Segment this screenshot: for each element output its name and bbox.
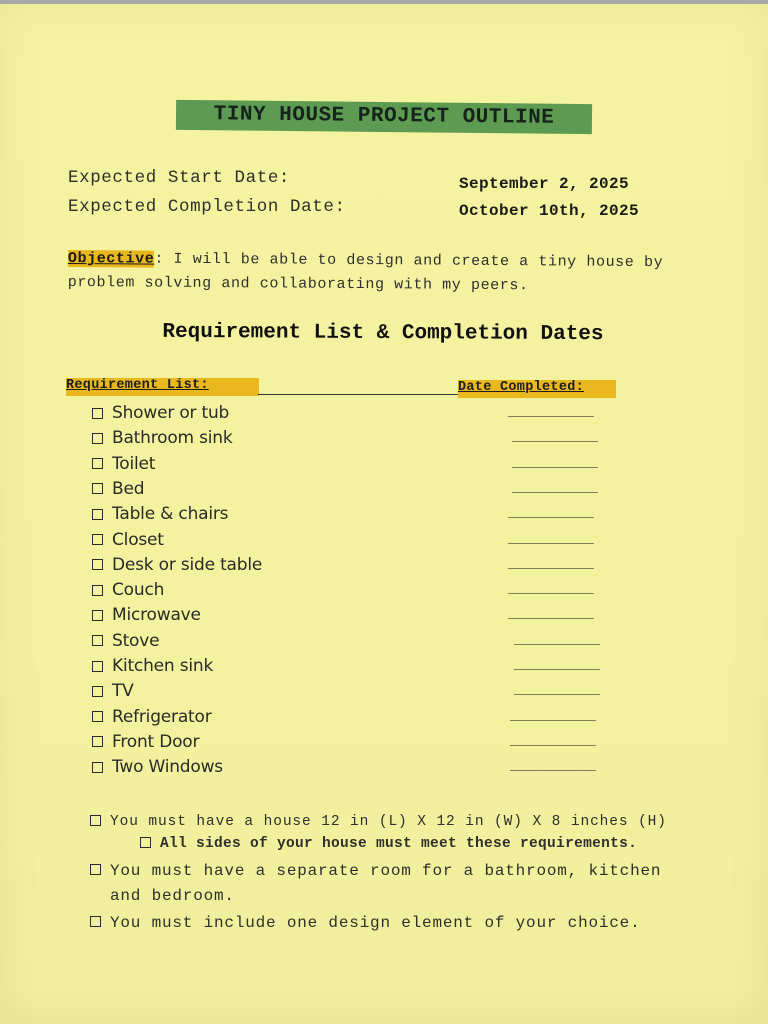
objective-label: Objective bbox=[67, 249, 155, 268]
checkbox[interactable] bbox=[92, 458, 103, 469]
checkbox[interactable] bbox=[92, 762, 103, 773]
checkbox[interactable] bbox=[92, 433, 103, 444]
requirement-item bbox=[92, 453, 155, 475]
date-completed-blank[interactable]: ___________ bbox=[508, 404, 594, 419]
requirement-item bbox=[92, 706, 212, 728]
date-completed-blank[interactable]: ___________ bbox=[512, 454, 598, 470]
checkbox[interactable] bbox=[92, 711, 103, 722]
requirement-list-header: Requirement List: bbox=[66, 378, 259, 396]
checkbox[interactable] bbox=[92, 483, 103, 494]
requirement-item bbox=[92, 529, 164, 551]
requirement-item bbox=[92, 402, 229, 424]
date-completed-blank[interactable]: ___________ bbox=[508, 606, 594, 622]
checkbox[interactable] bbox=[92, 736, 103, 747]
requirement-separate-room: You must have a separate room for a bathroom, kitchen and bedroom. bbox=[90, 859, 690, 909]
completion-date-value: October 10th, 2025 bbox=[459, 202, 640, 220]
checkbox[interactable] bbox=[90, 815, 101, 826]
checkbox[interactable] bbox=[92, 610, 103, 621]
requirement-design-element: You must include one design element of your choice. bbox=[90, 911, 640, 936]
requirement-item bbox=[92, 554, 262, 576]
worksheet-page bbox=[0, 4, 768, 1024]
requirement-label: Closet bbox=[112, 529, 164, 550]
date-completed-blank[interactable]: ___________ bbox=[508, 555, 594, 571]
requirement-label: Bathroom sink bbox=[112, 428, 233, 449]
section-heading: Requirement List & Completion Dates bbox=[162, 320, 604, 347]
checkbox[interactable] bbox=[92, 585, 103, 596]
checkbox[interactable] bbox=[92, 661, 103, 672]
requirement-item bbox=[92, 604, 201, 626]
page-title: TINY HOUSE PROJECT OUTLINE bbox=[176, 100, 592, 134]
date-completed-blank[interactable]: ___________ bbox=[512, 429, 598, 445]
checkbox[interactable] bbox=[92, 686, 103, 697]
date-completed-blank[interactable]: ___________ bbox=[510, 732, 596, 748]
requirement-label: Bed bbox=[112, 478, 145, 499]
requirement-label: Microwave bbox=[112, 605, 201, 626]
checkbox[interactable] bbox=[92, 635, 103, 646]
requirement-item bbox=[92, 756, 223, 778]
requirement-item bbox=[92, 630, 159, 652]
requirement-item bbox=[92, 427, 233, 449]
date-completed-blank[interactable]: ___________ bbox=[508, 505, 594, 521]
objective-paragraph bbox=[68, 247, 688, 299]
date-completed-blank[interactable]: ___________ bbox=[508, 530, 594, 546]
checkbox[interactable] bbox=[92, 559, 103, 570]
checkbox[interactable] bbox=[90, 864, 101, 875]
requirement-item bbox=[92, 655, 213, 677]
header-underline bbox=[258, 394, 458, 395]
date-completed-blank[interactable]: ___________ bbox=[514, 682, 600, 698]
requirement-item bbox=[92, 478, 144, 500]
start-date-value: September 2, 2025 bbox=[459, 175, 630, 193]
requirement-label: Two Windows bbox=[112, 757, 223, 778]
date-completed-blank[interactable]: ___________ bbox=[508, 581, 594, 597]
requirement-all-sides: All sides of your house must meet these requirements. bbox=[140, 832, 637, 857]
requirement-item bbox=[92, 503, 228, 525]
requirement-dimensions: You must have a house 12 in (L) X 12 in (W) X 8 inches (H) bbox=[90, 810, 667, 835]
objective-text: : I will be able to design and create a tiny house by problem solving and collaborating with my peers. bbox=[67, 250, 664, 295]
requirement-label: Stove bbox=[112, 630, 160, 651]
date-completed-blank[interactable]: ___________ bbox=[512, 479, 598, 495]
date-completed-header: Date Completed: bbox=[458, 380, 616, 398]
requirement-label: Couch bbox=[112, 580, 165, 601]
requirement-item bbox=[92, 680, 134, 702]
requirement-label: Desk or side table bbox=[112, 554, 263, 575]
date-completed-blank[interactable]: ___________ bbox=[510, 758, 596, 774]
date-completed-blank[interactable]: ___________ bbox=[514, 657, 600, 672]
checkbox[interactable] bbox=[92, 509, 103, 520]
checkbox[interactable] bbox=[92, 534, 103, 545]
requirement-label: Kitchen sink bbox=[112, 656, 214, 676]
requirement-label: Shower or tub bbox=[112, 403, 230, 423]
date-completed-blank[interactable]: ___________ bbox=[514, 631, 600, 647]
completion-date-label: Expected Completion Date: bbox=[68, 197, 346, 217]
checkbox[interactable] bbox=[90, 916, 101, 927]
requirement-label: Front Door bbox=[112, 731, 200, 752]
requirement-label: Refrigerator bbox=[112, 706, 212, 727]
requirement-label: Table & chairs bbox=[112, 504, 229, 525]
start-date-label: Expected Start Date: bbox=[68, 168, 291, 188]
requirement-label: TV bbox=[112, 681, 134, 702]
requirement-label: Toilet bbox=[112, 453, 156, 474]
date-completed-blank[interactable]: ___________ bbox=[510, 707, 596, 723]
requirement-item bbox=[92, 579, 164, 601]
checkbox[interactable] bbox=[92, 408, 103, 419]
requirement-item bbox=[92, 731, 199, 753]
checkbox[interactable] bbox=[140, 837, 151, 848]
